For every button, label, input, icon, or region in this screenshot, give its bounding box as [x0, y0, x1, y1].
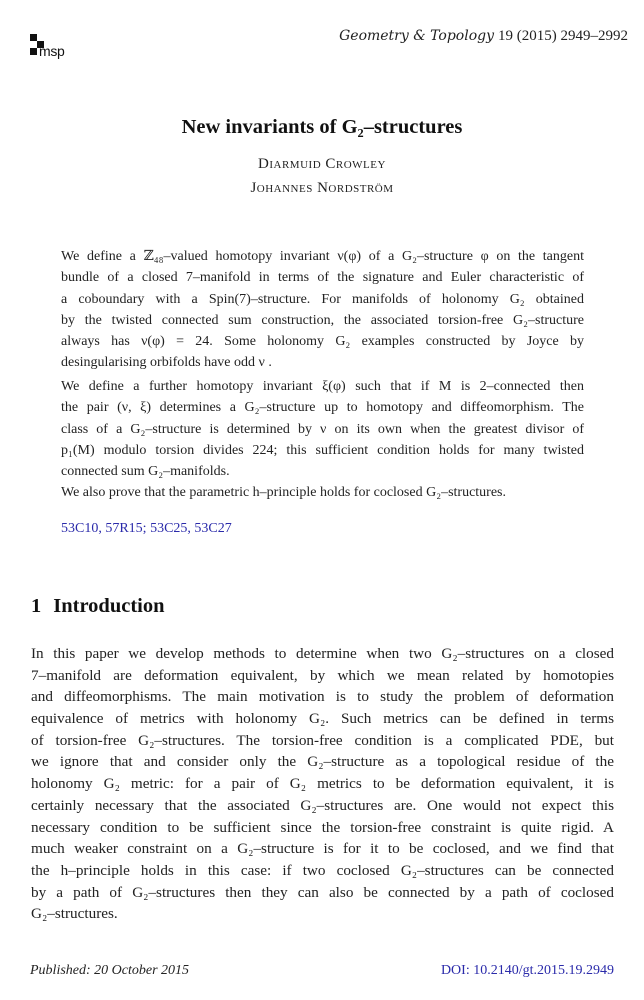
text-line: a coboundary with a Spin(7)–structure. For manifolds of holonomy G₂ obtained: [61, 291, 584, 307]
text-line: and diffeomorphisms. The main motivation is to study the problem of deformation: [31, 688, 614, 706]
paper-title: New invariants of G₂–structures: [181, 116, 463, 138]
text-line: p₁(M) modulo torsion divides 224; this sufficient condition holds for many twisted: [61, 442, 584, 458]
text-line: desingularising orbifolds have odd ν .: [61, 355, 272, 371]
author-name: Johannes Nordström: [250, 180, 394, 196]
section-number: 1: [31, 595, 42, 617]
abstract-paragraph: [61, 376, 584, 482]
text-line: the pair (ν, ξ) determines a G₂–structure up to homotopy and diffeomorphism. The: [61, 400, 584, 416]
msp-logo: [28, 34, 72, 64]
published-date: Published: 20 October 2015: [30, 963, 190, 978]
text-line: we ignore that and consider only the G₂–structure as a topological residue of the: [31, 753, 614, 771]
logo-square: [30, 48, 37, 55]
text-line: We define a further homotopy invariant ξ(φ) such that if M is 2–connected then: [61, 379, 584, 394]
text-line: of torsion-free G₂–structures. The torsion-free condition is a complicated PDE, but: [31, 731, 614, 749]
doi-link[interactable]: DOI: 10.2140/gt.2015.19.2949: [440, 963, 614, 978]
section-title: Introduction: [53, 595, 165, 617]
text-line: necessary condition to be sufficient since the torsion-free constraint is quite rigid. A: [31, 818, 614, 836]
text-line: bundle of a closed 7–manifold in terms of the signature and Euler characteristic of: [61, 270, 584, 286]
section-heading: [31, 595, 165, 618]
text-line: certainly necessary that the associated G₂–structures are. One would not expect this: [31, 796, 614, 814]
text-line: equivalence of metrics with holonomy G₂. Such metrics can be defined in terms: [31, 710, 614, 728]
text-line: by a path of G₂–structures then they can also be connected by a path of coclosed: [31, 883, 614, 901]
journal-reference: 19 (2015) 2949–2992: [498, 28, 628, 44]
text-line: G₂–structures.: [31, 905, 118, 923]
text-line: We also prove that the parametric h–principle holds for coclosed G₂–structures.: [61, 485, 506, 500]
text-line: 7–manifold are deformation equivalent, by which we mean related by homotopies: [31, 666, 614, 684]
text-line: connected sum G₂–manifolds.: [61, 464, 230, 480]
logo-text: msp: [39, 43, 65, 59]
abstract-paragraph: [61, 246, 584, 374]
journal-name: Geometry & Topology: [339, 28, 494, 44]
text-line: In this paper we develop methods to determine when two G₂–structures on a closed: [31, 645, 614, 662]
text-line: the h–principle holds in this case: if two coclosed G₂–structures can be connected: [31, 861, 614, 879]
journal-header: [339, 28, 628, 45]
author-name: Diarmuid Crowley: [258, 156, 386, 172]
body-paragraph: [31, 643, 614, 925]
msc-classification-link[interactable]: 53C10, 57R15; 53C25, 53C27: [61, 521, 232, 536]
text-line: holonomy G₂ metric: for a pair of G₂ metrics to be deformation equivalent, it is: [31, 775, 614, 793]
text-line: class of a G₂–structure is determined by ν on its own when the greatest divisor of: [61, 421, 584, 437]
text-line: much weaker constraint on a G₂–structure is for it to be coclosed, and we find that: [31, 840, 614, 858]
text-line: We define a ℤ₄₈–valued homotopy invariant ν(φ) of a G₂–structure φ on the tangent: [61, 249, 584, 264]
abstract-paragraph: [61, 482, 584, 503]
text-line: always has ν(φ) = 24. Some holonomy G₂ examples constructed by Joyce by: [61, 334, 584, 350]
text-line: by the twisted connected sum construction, the associated torsion-free G₂–structure: [61, 312, 584, 328]
logo-square: [30, 34, 37, 41]
